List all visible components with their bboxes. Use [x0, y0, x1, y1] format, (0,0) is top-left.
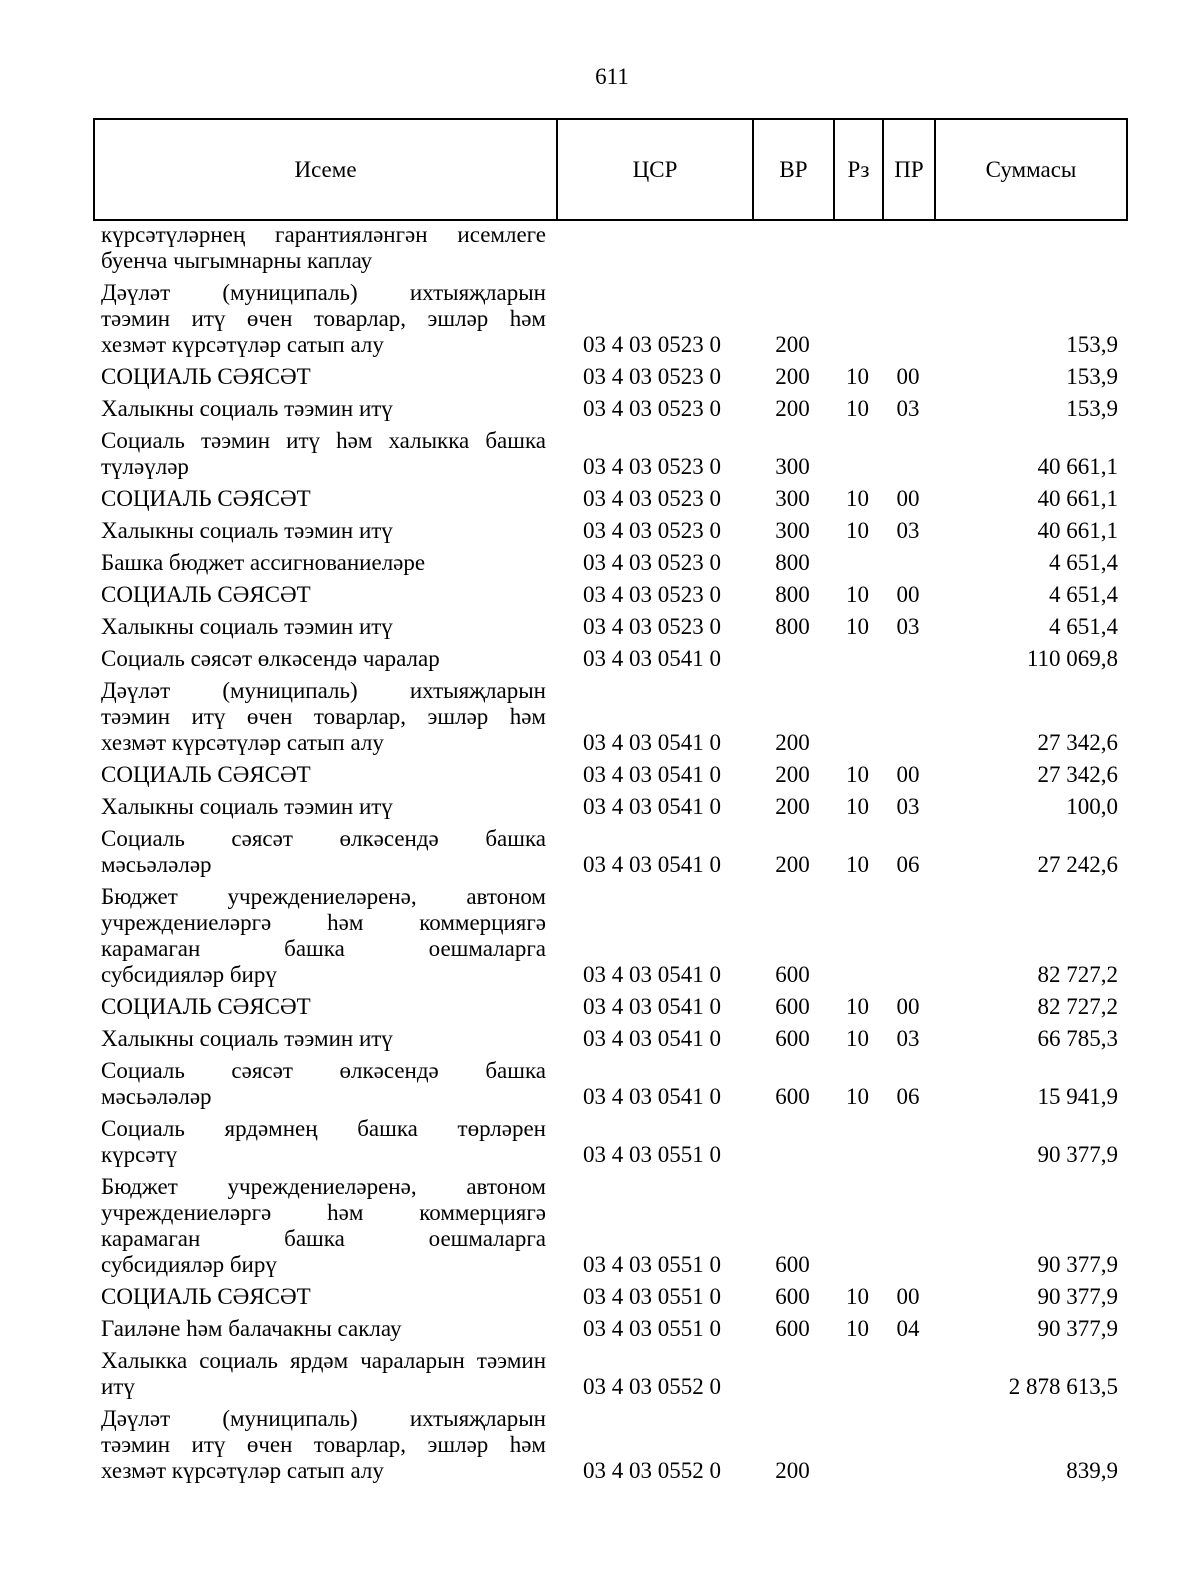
- row-section: 10: [846, 614, 869, 639]
- row-subsection: [882, 730, 934, 756]
- row-name-line: Халыкны социаль тәэмин итү: [101, 396, 393, 421]
- row-section: [833, 962, 882, 988]
- row-name: [93, 826, 556, 878]
- row-subsection: 03: [896, 1026, 920, 1051]
- row-name-line: тәэмин итү өчен товарлар, эшләр һәм: [101, 306, 546, 331]
- row-csr-code: 03 4 03 0541 0: [583, 1084, 721, 1109]
- row-name: [93, 582, 556, 608]
- row-name: [93, 646, 556, 672]
- header-pr: ПР: [882, 120, 934, 219]
- row-name-line: карамаган башка оешмаларга: [101, 1226, 546, 1251]
- page-number: 611: [595, 64, 629, 89]
- row-amount: 90 377,9: [1037, 1252, 1118, 1277]
- row-csr-code: [556, 248, 752, 274]
- row-csr-code: 03 4 03 0541 0: [583, 1026, 721, 1051]
- table-row: [93, 614, 1128, 640]
- row-name: [93, 1316, 556, 1342]
- row-expense-type: 600: [775, 1026, 810, 1051]
- row-name-line: күрсәтү: [101, 1142, 178, 1167]
- row-name-line: хезмәт күрсәтүләр сатып алу: [101, 332, 384, 357]
- row-name-line: Гаиләне һәм балачакны саклау: [101, 1316, 402, 1341]
- row-amount: 82 727,2: [1037, 962, 1118, 987]
- row-csr-code: 03 4 03 0541 0: [583, 962, 721, 987]
- row-name-line: тәэмин итү өчен товарлар, эшләр һәм: [101, 1432, 546, 1457]
- row-name-line: итү: [101, 1374, 135, 1399]
- row-subsection: 00: [896, 762, 920, 787]
- row-expense-type: 200: [775, 730, 810, 755]
- row-name-line: Социаль сәясәт өлкәсендә башка: [101, 1058, 546, 1083]
- row-name-line: СОЦИАЛЬ СӘЯСӘТ: [101, 762, 311, 787]
- row-name: [93, 794, 556, 820]
- row-section: [833, 1142, 882, 1168]
- row-csr-code: 03 4 03 0541 0: [583, 730, 721, 755]
- row-amount: 27 342,6: [1037, 762, 1118, 787]
- table-row: [93, 678, 1128, 756]
- row-name-line: Халыкны социаль тәэмин итү: [101, 614, 393, 639]
- row-name: [93, 364, 556, 390]
- row-name: [93, 884, 556, 988]
- row-amount: 27 342,6: [1037, 730, 1118, 755]
- table-row: [93, 1406, 1128, 1484]
- row-amount: 27 242,6: [1037, 852, 1118, 877]
- row-section: [833, 646, 882, 672]
- table-row: [93, 994, 1128, 1020]
- row-csr-code: 03 4 03 0523 0: [583, 518, 721, 543]
- row-amount: 66 785,3: [1037, 1026, 1118, 1051]
- row-amount: 4 651,4: [1049, 614, 1118, 639]
- row-name-line: СОЦИАЛЬ СӘЯСӘТ: [101, 486, 311, 511]
- table-row: [93, 1348, 1128, 1400]
- row-name: [93, 1058, 556, 1110]
- row-section: 10: [846, 364, 869, 389]
- table-row: [93, 486, 1128, 512]
- row-subsection: 03: [896, 518, 920, 543]
- row-expense-type: 600: [775, 962, 810, 987]
- table-row: [93, 1058, 1128, 1110]
- row-csr-code: 03 4 03 0523 0: [583, 550, 721, 575]
- table-row: [93, 222, 1128, 274]
- row-name-line: СОЦИАЛЬ СӘЯСӘТ: [101, 1284, 311, 1309]
- table-row: [93, 1174, 1128, 1278]
- table-row: [93, 646, 1128, 672]
- row-name-line: Халыкка социаль ярдәм чараларын тәэмин: [101, 1348, 546, 1373]
- row-section: [833, 1374, 882, 1400]
- header-csr: ЦСР: [556, 120, 752, 219]
- row-expense-type: 300: [775, 486, 810, 511]
- row-subsection: 03: [896, 794, 920, 819]
- row-csr-code: 03 4 03 0541 0: [583, 646, 721, 671]
- row-csr-code: 03 4 03 0551 0: [583, 1252, 721, 1277]
- row-expense-type: [752, 1142, 833, 1168]
- row-subsection: 03: [896, 396, 920, 421]
- row-name-line: Социаль ярдәмнең башка төрләрен: [101, 1116, 546, 1141]
- row-section: [833, 550, 882, 576]
- row-name: [93, 550, 556, 576]
- row-subsection: [882, 962, 934, 988]
- row-amount: 153,9: [1066, 332, 1118, 357]
- header-vr: ВР: [752, 120, 833, 219]
- row-name-line: Социаль сәясәт өлкәсендә башка: [101, 826, 546, 851]
- row-amount: 15 941,9: [1037, 1084, 1118, 1109]
- row-amount: 110 069,8: [1026, 646, 1118, 671]
- row-csr-code: 03 4 03 0523 0: [583, 364, 721, 389]
- row-amount: 153,9: [1066, 396, 1118, 421]
- row-amount: 40 661,1: [1037, 518, 1118, 543]
- row-csr-code: 03 4 03 0523 0: [583, 582, 721, 607]
- row-amount: 839,9: [1066, 1458, 1118, 1483]
- row-section: [833, 1252, 882, 1278]
- row-subsection: [882, 248, 934, 274]
- row-csr-code: 03 4 03 0541 0: [583, 794, 721, 819]
- row-expense-type: 600: [775, 1284, 810, 1309]
- row-name-line: түләүләр: [101, 454, 189, 479]
- row-section: [833, 730, 882, 756]
- row-amount: [934, 248, 1128, 274]
- row-name-line: Халыкны социаль тәэмин итү: [101, 518, 393, 543]
- row-amount: 82 727,2: [1037, 994, 1118, 1019]
- row-section: [833, 454, 882, 480]
- row-amount: 153,9: [1066, 364, 1118, 389]
- row-section: [833, 332, 882, 358]
- row-name: [93, 994, 556, 1020]
- row-csr-code: 03 4 03 0541 0: [583, 762, 721, 787]
- row-name-line: мәсьәләләр: [101, 1084, 212, 1109]
- row-section: 10: [846, 518, 869, 543]
- row-expense-type: 200: [775, 364, 810, 389]
- row-subsection: 00: [896, 582, 920, 607]
- row-subsection: [882, 1458, 934, 1484]
- row-amount: 90 377,9: [1037, 1142, 1118, 1167]
- row-name-line: мәсьәләләр: [101, 852, 212, 877]
- row-expense-type: [752, 646, 833, 672]
- row-section: 10: [846, 1026, 869, 1051]
- row-amount: 90 377,9: [1037, 1284, 1118, 1309]
- row-name-line: Халыкны социаль тәэмин итү: [101, 1026, 393, 1051]
- row-name: [93, 678, 556, 756]
- table-row: [93, 1026, 1128, 1052]
- row-section: [833, 248, 882, 274]
- table-header: [93, 118, 1128, 221]
- row-name-line: Башка бюджет ассигнованиеләре: [101, 550, 426, 575]
- row-expense-type: 600: [775, 1252, 810, 1277]
- row-expense-type: 600: [775, 994, 810, 1019]
- row-subsection: 00: [896, 486, 920, 511]
- row-csr-code: 03 4 03 0551 0: [583, 1142, 721, 1167]
- table-row: [93, 794, 1128, 820]
- row-amount: 90 377,9: [1037, 1316, 1118, 1341]
- row-name: [93, 222, 556, 274]
- row-section: 10: [846, 1084, 869, 1109]
- row-name-line: Дәүләт (муниципаль) ихтыяҗларын: [101, 1406, 546, 1431]
- row-subsection: 03: [896, 614, 920, 639]
- row-section: 10: [846, 582, 869, 607]
- row-name: [93, 1116, 556, 1168]
- table-row: [93, 826, 1128, 878]
- row-section: 10: [846, 396, 869, 421]
- table-row: [93, 550, 1128, 576]
- table-row: [93, 762, 1128, 788]
- row-name-line: Дәүләт (муниципаль) ихтыяҗларын: [101, 280, 546, 305]
- table-row: [93, 428, 1128, 480]
- row-subsection: 04: [896, 1316, 920, 1341]
- row-amount: 4 651,4: [1049, 550, 1118, 575]
- row-name-line: Бюджет учреждениеләренә, автоном: [101, 884, 546, 909]
- row-expense-type: 600: [775, 1316, 810, 1341]
- row-subsection: [882, 332, 934, 358]
- row-name: [93, 518, 556, 544]
- row-name-line: СОЦИАЛЬ СӘЯСӘТ: [101, 364, 311, 389]
- row-csr-code: 03 4 03 0552 0: [583, 1374, 721, 1399]
- table-row: [93, 582, 1128, 608]
- table-row: [93, 396, 1128, 422]
- table-row: [93, 280, 1128, 358]
- row-csr-code: 03 4 03 0523 0: [583, 614, 721, 639]
- row-name: [93, 1284, 556, 1310]
- table-row: [93, 884, 1128, 988]
- row-expense-type: 800: [775, 614, 810, 639]
- row-csr-code: 03 4 03 0541 0: [583, 852, 721, 877]
- row-name-line: СОЦИАЛЬ СӘЯСӘТ: [101, 994, 311, 1019]
- row-section: 10: [846, 1316, 869, 1341]
- row-name-line: субсидияләр бирү: [101, 962, 277, 987]
- row-name-line: тәэмин итү өчен товарлар, эшләр һәм: [101, 704, 546, 729]
- row-name-line: учреждениеләргә һәм коммерциягә: [101, 910, 546, 935]
- row-section: 10: [846, 762, 869, 787]
- row-csr-code: 03 4 03 0551 0: [583, 1284, 721, 1309]
- row-expense-type: 300: [775, 518, 810, 543]
- row-expense-type: [752, 248, 833, 274]
- row-csr-code: 03 4 03 0523 0: [583, 486, 721, 511]
- row-name-line: Бюджет учреждениеләренә, автоном: [101, 1174, 546, 1199]
- row-expense-type: 800: [775, 550, 810, 575]
- row-name-line: Социаль тәэмин итү һәм халыкка башка: [101, 428, 546, 453]
- row-amount: 4 651,4: [1049, 582, 1118, 607]
- row-name: [93, 1174, 556, 1278]
- row-name: [93, 486, 556, 512]
- row-expense-type: 200: [775, 332, 810, 357]
- row-subsection: [882, 1374, 934, 1400]
- row-csr-code: 03 4 03 0541 0: [583, 994, 721, 1019]
- row-subsection: [882, 454, 934, 480]
- row-csr-code: 03 4 03 0523 0: [583, 332, 721, 357]
- row-name-line: субсидияләр бирү: [101, 1252, 277, 1277]
- table-row: [93, 1116, 1128, 1168]
- row-name-line: хезмәт күрсәтүләр сатып алу: [101, 730, 384, 755]
- table-body: [93, 222, 1128, 1490]
- row-section: 10: [846, 852, 869, 877]
- row-expense-type: 600: [775, 1084, 810, 1109]
- row-subsection: [882, 646, 934, 672]
- row-section: 10: [846, 1284, 869, 1309]
- row-subsection: [882, 550, 934, 576]
- table-row: [93, 1316, 1128, 1342]
- row-amount: 100,0: [1066, 794, 1118, 819]
- row-name-line: Халыкны социаль тәэмин итү: [101, 794, 393, 819]
- row-section: 10: [846, 994, 869, 1019]
- row-expense-type: 200: [775, 852, 810, 877]
- row-amount: 40 661,1: [1037, 486, 1118, 511]
- row-expense-type: 200: [775, 762, 810, 787]
- row-subsection: 00: [896, 994, 920, 1019]
- row-name-line: Дәүләт (муниципаль) ихтыяҗларын: [101, 678, 546, 703]
- row-subsection: [882, 1142, 934, 1168]
- header-sum: Суммасы: [934, 120, 1126, 219]
- row-name: [93, 280, 556, 358]
- row-csr-code: 03 4 03 0551 0: [583, 1316, 721, 1341]
- row-amount: 2 878 613,5: [1008, 1374, 1118, 1399]
- row-expense-type: 800: [775, 582, 810, 607]
- row-subsection: 00: [896, 1284, 920, 1309]
- row-name: [93, 1348, 556, 1400]
- row-section: 10: [846, 486, 869, 511]
- row-name-line: карамаган башка оешмаларга: [101, 936, 546, 961]
- row-name-line: учреждениеләргә һәм коммерциягә: [101, 1200, 546, 1225]
- header-name: Исеме: [294, 156, 357, 182]
- row-expense-type: 200: [775, 794, 810, 819]
- row-expense-type: 200: [775, 1458, 810, 1483]
- row-csr-code: 03 4 03 0523 0: [583, 396, 721, 421]
- header-rz: Рз: [833, 120, 882, 219]
- table-row: [93, 1284, 1128, 1310]
- row-subsection: [882, 1252, 934, 1278]
- row-name: [93, 762, 556, 788]
- row-name: [93, 614, 556, 640]
- row-expense-type: 300: [775, 454, 810, 479]
- row-name: [93, 1026, 556, 1052]
- row-name: [93, 428, 556, 480]
- row-expense-type: [752, 1374, 833, 1400]
- table-row: [93, 518, 1128, 544]
- row-name-line: СОЦИАЛЬ СӘЯСӘТ: [101, 582, 311, 607]
- row-subsection: 06: [896, 852, 920, 877]
- table-row: [93, 364, 1128, 390]
- row-subsection: 00: [896, 364, 920, 389]
- row-section: [833, 1458, 882, 1484]
- row-name-line: буенча чыгымнарны каплау: [101, 248, 373, 273]
- row-name-line: Социаль сәясәт өлкәсендә чаралар: [101, 646, 440, 671]
- row-amount: 40 661,1: [1037, 454, 1118, 479]
- row-expense-type: 200: [775, 396, 810, 421]
- row-csr-code: 03 4 03 0523 0: [583, 454, 721, 479]
- row-name: [93, 396, 556, 422]
- row-csr-code: 03 4 03 0552 0: [583, 1458, 721, 1483]
- row-section: 10: [846, 794, 869, 819]
- row-name-line: күрсәтүләрнең гарантияләнгән исемлеге: [101, 222, 546, 247]
- row-name-line: хезмәт күрсәтүләр сатып алу: [101, 1458, 384, 1483]
- row-subsection: 06: [896, 1084, 920, 1109]
- row-name: [93, 1406, 556, 1484]
